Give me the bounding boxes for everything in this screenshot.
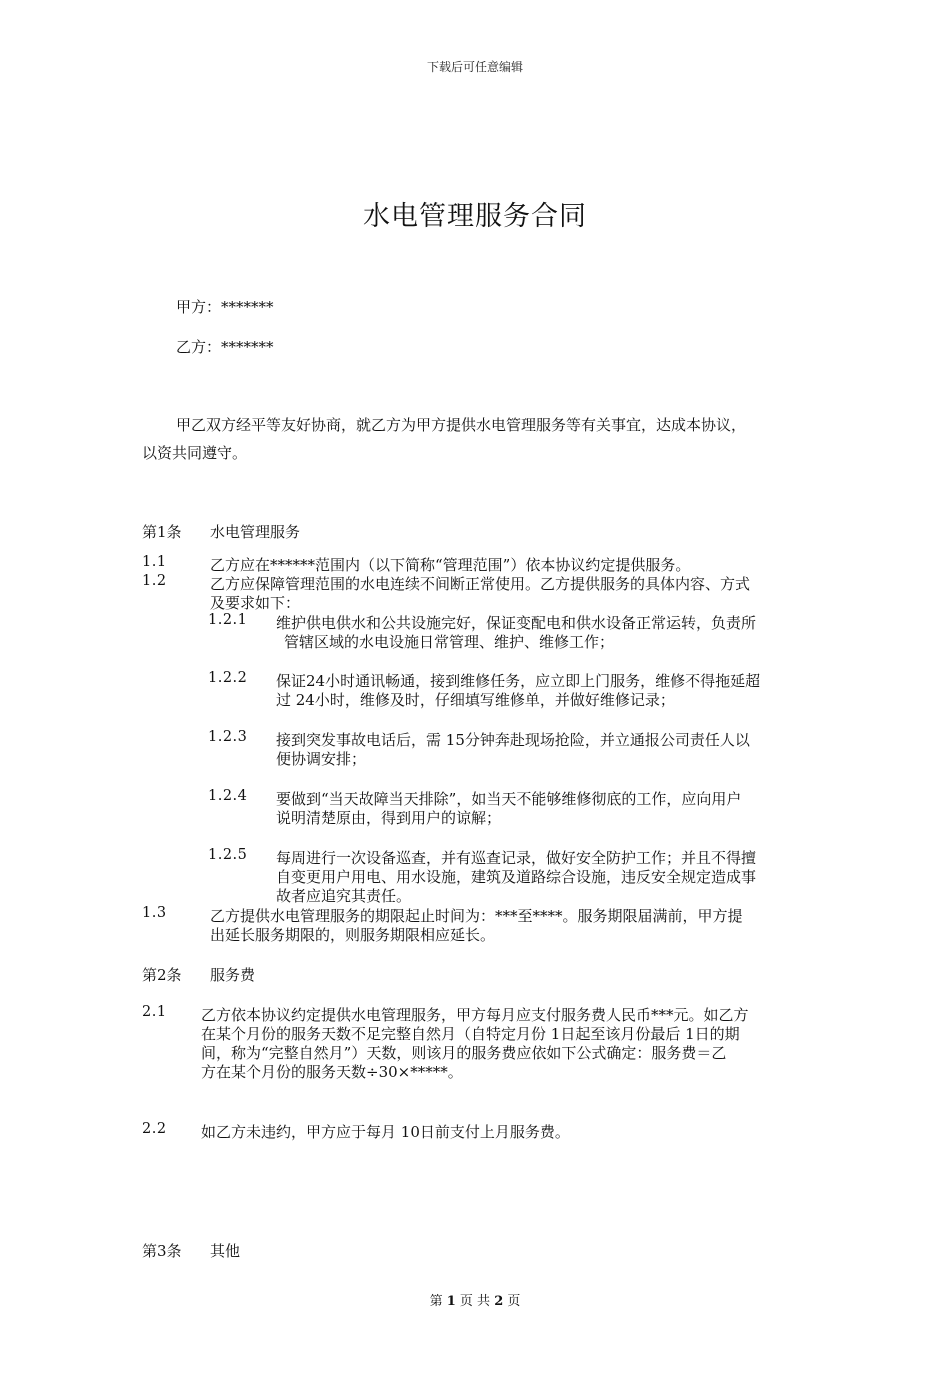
footer-total-pages: 2 [494, 1294, 504, 1309]
clause-1-3-number: 1.3 [142, 905, 167, 921]
clause-1-2-3-line-2: 便协调安排； [276, 750, 367, 768]
clause-1-3-line-2: 出延长服务期限的，则服务期限相应延长。 [210, 926, 496, 944]
clause-2-2-text: 如乙方未违约，甲方应于每月 10日前支付上月服务费。 [201, 1123, 570, 1141]
clause-1-3-line-1: 乙方提供水电管理服务的期限起止时间为：***至****。服务期限届满前，甲方提 [210, 907, 743, 925]
clause-1-1-text: 乙方应在******范围内（以下简称“管理范围”）依本协议约定提供服务。 [210, 556, 691, 574]
article-2-title: 服务费 [210, 966, 256, 984]
clause-2-1-line-3: 间，称为“完整自然月”）天数，则该月的服务费应依如下公式确定：服务费＝乙 [201, 1044, 727, 1062]
clause-1-2-line-1: 乙方应保障管理范围的水电连续不间断正常使用。乙方提供服务的具体内容、方式 [210, 575, 751, 593]
clause-1-2-2-number: 1.2.2 [208, 670, 248, 686]
clause-1-2-1-number: 1.2.1 [208, 612, 248, 628]
clause-2-1-line-1: 乙方依本协议约定提供水电管理服务，甲方每月应支付服务费人民币***元。如乙方 [201, 1006, 749, 1024]
clause-1-2-3-number: 1.2.3 [208, 729, 248, 745]
page-footer [0, 1290, 950, 1309]
clause-1-2-line-2: 及要求如下： [210, 594, 301, 612]
clause-1-2-1-line-1: 维护供电供水和公共设施完好，保证变配电和供水设备正常运转，负责所 [276, 614, 757, 632]
article-1-number: 第1条 [142, 523, 182, 541]
clause-2-1-line-4: 方在某个月份的服务天数÷30×*****。 [201, 1063, 463, 1081]
article-1-title: 水电管理服务 [210, 523, 301, 541]
footer-page-number: 1 [446, 1294, 456, 1309]
preamble-line-2: 以资共同遵守。 [142, 444, 248, 462]
clause-1-2-5-number: 1.2.5 [208, 847, 248, 863]
clause-1-2-4-line-2: 说明清楚原由，得到用户的谅解； [276, 809, 502, 827]
article-3-title: 其他 [210, 1242, 241, 1260]
clause-1-2-3-line-1: 接到突发事故电话后，需 15分钟奔赴现场抢险，并立通报公司责任人以 [276, 731, 750, 749]
clause-1-2-4-number: 1.2.4 [208, 788, 248, 804]
footer-suffix: 页 [507, 1294, 521, 1309]
clause-2-1-line-2: 在某个月份的服务天数不足完整自然月（自特定月份 1日起至该月份最后 1日的期 [201, 1025, 740, 1043]
clause-1-1-number: 1.1 [142, 554, 167, 570]
party-a: 甲方：******* [176, 298, 274, 316]
footer-prefix: 第 [429, 1294, 443, 1309]
clause-1-2-5-line-2: 自变更用户用电、用水设施，建筑及道路综合设施，违反安全规定造成事 [276, 868, 757, 886]
clause-1-2-4-line-1: 要做到“当天故障当天排除”，如当天不能够维修彻底的工作，应向用户 [276, 790, 742, 808]
preamble-line-1: 甲乙双方经平等友好协商，就乙方为甲方提供水电管理服务等有关事宜，达成本协议， [176, 416, 747, 434]
clause-1-2-5-line-3: 故者应追究其责任。 [276, 887, 412, 905]
clause-2-2-number: 2.2 [142, 1121, 167, 1137]
clause-1-2-2-line-1: 保证24小时通讯畅通，接到维修任务，应立即上门服务，维修不得拖延超 [276, 672, 761, 690]
clause-1-2-number: 1.2 [142, 573, 167, 589]
clause-1-2-1-line-2: 管辖区域的水电设施日常管理、维护、维修工作； [284, 633, 615, 651]
document-title: 水电管理服务合同 [363, 201, 587, 232]
clause-2-1-number: 2.1 [142, 1004, 167, 1020]
article-3-number: 第3条 [142, 1242, 182, 1260]
clause-1-2-2-line-2: 过 24小时，维修及时，仔细填写维修单，并做好维修记录； [276, 691, 675, 709]
footer-mid: 页 共 [459, 1294, 491, 1309]
page-header-note: 下载后可任意编辑 [426, 60, 523, 74]
article-2-number: 第2条 [142, 966, 182, 984]
clause-1-2-5-line-1: 每周进行一次设备巡查，并有巡查记录，做好安全防护工作；并且不得擅 [276, 849, 757, 867]
party-b: 乙方：******* [176, 338, 274, 356]
